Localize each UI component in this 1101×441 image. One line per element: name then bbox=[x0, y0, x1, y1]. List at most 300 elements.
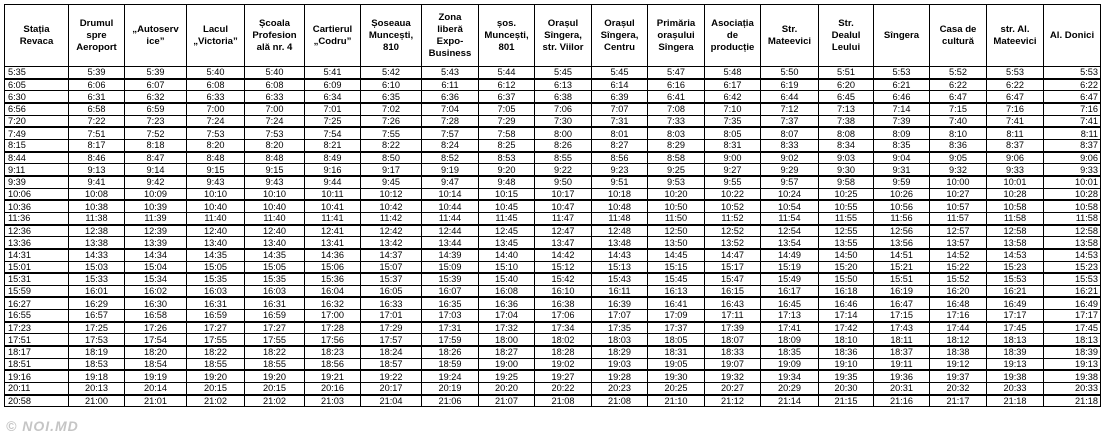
departure-time-cell: 7:28 bbox=[422, 115, 479, 127]
departure-time-cell: 17:17 bbox=[987, 310, 1044, 322]
departure-time-cell: 20:30 bbox=[819, 383, 874, 395]
departure-time-cell: 20:17 bbox=[361, 383, 422, 395]
departure-time-cell: 14:49 bbox=[761, 249, 819, 261]
departure-time-cell: 6:33 bbox=[245, 91, 305, 103]
departure-time-cell: 6:37 bbox=[479, 91, 535, 103]
departure-time-cell: 15:05 bbox=[187, 261, 245, 273]
departure-time-cell: 16:11 bbox=[592, 285, 648, 297]
departure-time-cell: 9:59 bbox=[874, 176, 930, 188]
departure-time-cell: 14:31 bbox=[5, 249, 69, 261]
departure-time-cell: 9:51 bbox=[592, 176, 648, 188]
departure-time-cell: 10:01 bbox=[1044, 176, 1101, 188]
departure-time-cell: 8:09 bbox=[874, 127, 930, 139]
departure-time-cell: 5:44 bbox=[479, 67, 535, 79]
departure-time-cell: 19:28 bbox=[592, 370, 648, 382]
departure-time-cell: 9:43 bbox=[245, 176, 305, 188]
departure-time-cell: 14:43 bbox=[592, 249, 648, 261]
departure-time-cell: 8:37 bbox=[1044, 139, 1101, 151]
departure-time-cell: 10:28 bbox=[1044, 188, 1101, 200]
departure-time-cell: 16:01 bbox=[69, 285, 125, 297]
departure-time-cell: 16:31 bbox=[187, 297, 245, 309]
departure-time-cell: 20:33 bbox=[1044, 383, 1101, 395]
departure-time-cell: 6:47 bbox=[1044, 91, 1101, 103]
departure-time-cell: 21:15 bbox=[819, 395, 874, 407]
departure-time-cell: 16:31 bbox=[245, 297, 305, 309]
departure-time-cell: 12:41 bbox=[305, 225, 361, 237]
departure-time-cell: 15:50 bbox=[819, 273, 874, 285]
departure-time-cell: 15:17 bbox=[705, 261, 761, 273]
departure-time-cell: 13:57 bbox=[930, 237, 987, 249]
departure-time-cell: 17:41 bbox=[761, 322, 819, 334]
table-row bbox=[5, 91, 1101, 103]
departure-time-cell: 20:15 bbox=[187, 383, 245, 395]
stop-header: Asociația de producție bbox=[705, 5, 761, 67]
departure-time-cell: 21:00 bbox=[69, 395, 125, 407]
departure-time-cell: 20:58 bbox=[5, 395, 69, 407]
departure-time-cell: 15:49 bbox=[761, 273, 819, 285]
departure-time-cell: 16:49 bbox=[1044, 297, 1101, 309]
departure-time-cell: 12:38 bbox=[69, 225, 125, 237]
departure-time-cell: 18:05 bbox=[648, 334, 705, 346]
departure-time-cell: 8:15 bbox=[5, 139, 69, 151]
departure-time-cell: 16:57 bbox=[69, 310, 125, 322]
departure-time-cell: 10:56 bbox=[874, 200, 930, 212]
watermark-logo: © NOI.MD bbox=[6, 418, 79, 434]
departure-time-cell: 6:59 bbox=[125, 103, 187, 115]
departure-time-cell: 18:53 bbox=[69, 358, 125, 370]
departure-time-cell: 17:11 bbox=[705, 310, 761, 322]
departure-time-cell: 15:36 bbox=[305, 273, 361, 285]
stop-header: „Autoserv ice” bbox=[125, 5, 187, 67]
departure-time-cell: 6:05 bbox=[5, 79, 69, 91]
departure-time-cell: 6:16 bbox=[648, 79, 705, 91]
departure-time-cell: 5:42 bbox=[361, 67, 422, 79]
departure-time-cell: 19:10 bbox=[819, 358, 874, 370]
table-row bbox=[5, 273, 1101, 285]
departure-time-cell: 16:39 bbox=[592, 297, 648, 309]
departure-time-cell: 8:35 bbox=[874, 139, 930, 151]
stop-header: Lacul „Victoria” bbox=[187, 5, 245, 67]
departure-time-cell: 7:24 bbox=[187, 115, 245, 127]
departure-time-cell: 9:41 bbox=[69, 176, 125, 188]
departure-time-cell: 11:48 bbox=[592, 212, 648, 224]
departure-time-cell: 17:00 bbox=[305, 310, 361, 322]
departure-time-cell: 8:58 bbox=[648, 152, 705, 164]
table-row bbox=[5, 188, 1101, 200]
departure-time-cell: 10:01 bbox=[987, 176, 1044, 188]
departure-time-cell: 13:58 bbox=[1044, 237, 1101, 249]
departure-time-cell: 21:02 bbox=[245, 395, 305, 407]
departure-time-cell: 20:25 bbox=[648, 383, 705, 395]
departure-time-cell: 9:55 bbox=[705, 176, 761, 188]
departure-time-cell: 20:19 bbox=[422, 383, 479, 395]
departure-time-cell: 21:06 bbox=[422, 395, 479, 407]
departure-time-cell: 8:47 bbox=[125, 152, 187, 164]
departure-time-cell: 18:35 bbox=[761, 346, 819, 358]
departure-time-cell: 9:48 bbox=[479, 176, 535, 188]
departure-time-cell: 13:44 bbox=[422, 237, 479, 249]
departure-time-cell: 9:27 bbox=[705, 164, 761, 176]
departure-time-cell: 17:59 bbox=[422, 334, 479, 346]
stop-header: Stația Revaca bbox=[5, 5, 69, 67]
departure-time-cell: 13:52 bbox=[705, 237, 761, 249]
departure-time-cell: 15:07 bbox=[361, 261, 422, 273]
departure-time-cell: 14:45 bbox=[648, 249, 705, 261]
table-row bbox=[5, 127, 1101, 139]
departure-time-cell: 8:48 bbox=[245, 152, 305, 164]
departure-time-cell: 11:38 bbox=[69, 212, 125, 224]
departure-time-cell: 8:03 bbox=[648, 127, 705, 139]
departure-time-cell: 18:39 bbox=[987, 346, 1044, 358]
departure-time-cell: 5:45 bbox=[592, 67, 648, 79]
departure-time-cell: 7:12 bbox=[761, 103, 819, 115]
table-row bbox=[5, 346, 1101, 358]
departure-time-cell: 9:43 bbox=[187, 176, 245, 188]
departure-time-cell: 6:41 bbox=[648, 91, 705, 103]
departure-time-cell: 7:24 bbox=[245, 115, 305, 127]
departure-time-cell: 6:14 bbox=[592, 79, 648, 91]
departure-time-cell: 5:41 bbox=[305, 67, 361, 79]
departure-time-cell: 8:08 bbox=[819, 127, 874, 139]
departure-time-cell: 6:08 bbox=[187, 79, 245, 91]
departure-time-cell: 11:55 bbox=[819, 212, 874, 224]
departure-time-cell: 10:55 bbox=[819, 200, 874, 212]
departure-time-cell: 15:35 bbox=[187, 273, 245, 285]
departure-time-cell: 12:55 bbox=[819, 225, 874, 237]
departure-time-cell: 9:00 bbox=[705, 152, 761, 164]
departure-time-cell: 7:07 bbox=[592, 103, 648, 115]
departure-time-cell: 6:31 bbox=[69, 91, 125, 103]
timetable-body bbox=[5, 67, 1101, 407]
departure-time-cell: 10:20 bbox=[648, 188, 705, 200]
departure-time-cell: 6:32 bbox=[125, 91, 187, 103]
departure-time-cell: 17:07 bbox=[592, 310, 648, 322]
departure-time-cell: 16:03 bbox=[245, 285, 305, 297]
departure-time-cell: 19:03 bbox=[592, 358, 648, 370]
departure-time-cell: 19:11 bbox=[874, 358, 930, 370]
departure-time-cell: 18:27 bbox=[479, 346, 535, 358]
departure-time-cell: 10:15 bbox=[479, 188, 535, 200]
departure-time-cell: 14:35 bbox=[245, 249, 305, 261]
departure-time-cell: 9:47 bbox=[422, 176, 479, 188]
departure-time-cell: 12:40 bbox=[187, 225, 245, 237]
departure-time-cell: 16:47 bbox=[874, 297, 930, 309]
departure-time-cell: 7:15 bbox=[930, 103, 987, 115]
departure-time-cell: 16:48 bbox=[930, 297, 987, 309]
departure-time-cell: 15:42 bbox=[535, 273, 592, 285]
departure-time-cell: 9:23 bbox=[592, 164, 648, 176]
departure-time-cell: 5:45 bbox=[535, 67, 592, 79]
departure-time-cell: 10:25 bbox=[819, 188, 874, 200]
departure-time-cell: 16:18 bbox=[819, 285, 874, 297]
departure-time-cell: 9:20 bbox=[479, 164, 535, 176]
departure-time-cell: 7:29 bbox=[479, 115, 535, 127]
departure-time-cell: 15:35 bbox=[245, 273, 305, 285]
departure-time-cell: 8:46 bbox=[69, 152, 125, 164]
stop-header: Orașul Sîngera, Centru bbox=[592, 5, 648, 67]
departure-time-cell: 15:12 bbox=[535, 261, 592, 273]
departure-time-cell: 17:06 bbox=[535, 310, 592, 322]
departure-time-cell: 14:50 bbox=[819, 249, 874, 261]
departure-time-cell: 13:45 bbox=[479, 237, 535, 249]
departure-time-cell: 20:14 bbox=[125, 383, 187, 395]
departure-time-cell: 16:19 bbox=[874, 285, 930, 297]
departure-time-cell: 6:39 bbox=[592, 91, 648, 103]
departure-time-cell: 17:51 bbox=[5, 334, 69, 346]
departure-time-cell: 17:42 bbox=[819, 322, 874, 334]
table-row bbox=[5, 285, 1101, 297]
departure-time-cell: 9:02 bbox=[761, 152, 819, 164]
departure-time-cell: 12:52 bbox=[705, 225, 761, 237]
departure-time-cell: 17:15 bbox=[874, 310, 930, 322]
departure-time-cell: 8:10 bbox=[930, 127, 987, 139]
departure-time-cell: 6:47 bbox=[930, 91, 987, 103]
departure-time-cell: 10:10 bbox=[187, 188, 245, 200]
departure-time-cell: 7:06 bbox=[535, 103, 592, 115]
departure-time-cell: 6:08 bbox=[245, 79, 305, 91]
departure-time-cell: 9:19 bbox=[422, 164, 479, 176]
departure-time-cell: 13:38 bbox=[69, 237, 125, 249]
departure-time-cell: 9:44 bbox=[305, 176, 361, 188]
departure-time-cell: 16:27 bbox=[5, 297, 69, 309]
departure-time-cell: 17:13 bbox=[761, 310, 819, 322]
departure-time-cell: 16:10 bbox=[535, 285, 592, 297]
departure-time-cell: 6:19 bbox=[761, 79, 819, 91]
departure-time-cell: 12:54 bbox=[761, 225, 819, 237]
departure-time-cell: 8:36 bbox=[930, 139, 987, 151]
departure-time-cell: 6:06 bbox=[69, 79, 125, 91]
table-row bbox=[5, 395, 1101, 407]
departure-time-cell: 7:25 bbox=[305, 115, 361, 127]
departure-time-cell: 7:53 bbox=[245, 127, 305, 139]
table-row bbox=[5, 139, 1101, 151]
departure-time-cell: 10:24 bbox=[761, 188, 819, 200]
departure-time-cell: 10:00 bbox=[930, 176, 987, 188]
departure-time-cell: 7:58 bbox=[479, 127, 535, 139]
departure-time-cell: 11:56 bbox=[874, 212, 930, 224]
header-row bbox=[5, 5, 1101, 67]
stop-header: Cartierul „Codru” bbox=[305, 5, 361, 67]
departure-time-cell: 7:57 bbox=[422, 127, 479, 139]
departure-time-cell: 17:45 bbox=[1044, 322, 1101, 334]
departure-time-cell: 9:06 bbox=[1044, 152, 1101, 164]
departure-time-cell: 7:54 bbox=[305, 127, 361, 139]
departure-time-cell: 5:39 bbox=[125, 67, 187, 79]
departure-time-cell: 17:26 bbox=[125, 322, 187, 334]
departure-time-cell: 15:40 bbox=[479, 273, 535, 285]
departure-time-cell: 10:47 bbox=[535, 200, 592, 212]
departure-time-cell: 18:51 bbox=[5, 358, 69, 370]
departure-time-cell: 11:44 bbox=[422, 212, 479, 224]
departure-time-cell: 11:45 bbox=[479, 212, 535, 224]
departure-time-cell: 15:33 bbox=[69, 273, 125, 285]
departure-time-cell: 19:24 bbox=[422, 370, 479, 382]
departure-time-cell: 6:34 bbox=[305, 91, 361, 103]
departure-time-cell: 17:16 bbox=[930, 310, 987, 322]
departure-time-cell: 17:17 bbox=[1044, 310, 1101, 322]
departure-time-cell: 7:37 bbox=[761, 115, 819, 127]
departure-time-cell: 8:48 bbox=[187, 152, 245, 164]
departure-time-cell: 9:32 bbox=[930, 164, 987, 176]
departure-time-cell: 6:42 bbox=[705, 91, 761, 103]
departure-time-cell: 18:10 bbox=[819, 334, 874, 346]
departure-time-cell: 7:49 bbox=[5, 127, 69, 139]
departure-time-cell: 10:09 bbox=[125, 188, 187, 200]
table-row bbox=[5, 152, 1101, 164]
departure-time-cell: 7:52 bbox=[125, 127, 187, 139]
stop-header: Școala Profesion ală nr. 4 bbox=[245, 5, 305, 67]
departure-time-cell: 15:01 bbox=[5, 261, 69, 273]
departure-time-cell: 10:58 bbox=[987, 200, 1044, 212]
departure-time-cell: 19:22 bbox=[361, 370, 422, 382]
departure-time-cell: 7:16 bbox=[987, 103, 1044, 115]
departure-time-cell: 6:46 bbox=[874, 91, 930, 103]
departure-time-cell: 10:41 bbox=[305, 200, 361, 212]
departure-time-cell: 18:03 bbox=[592, 334, 648, 346]
departure-time-cell: 14:51 bbox=[874, 249, 930, 261]
departure-time-cell: 15:06 bbox=[305, 261, 361, 273]
departure-time-cell: 19:16 bbox=[5, 370, 69, 382]
departure-time-cell: 19:13 bbox=[1044, 358, 1101, 370]
departure-time-cell: 15:23 bbox=[1044, 261, 1101, 273]
departure-time-cell: 18:55 bbox=[187, 358, 245, 370]
departure-time-cell: 18:54 bbox=[125, 358, 187, 370]
departure-time-cell: 18:33 bbox=[705, 346, 761, 358]
departure-time-cell: 10:45 bbox=[479, 200, 535, 212]
departure-time-cell: 20:13 bbox=[69, 383, 125, 395]
departure-time-cell: 8:52 bbox=[422, 152, 479, 164]
departure-time-cell: 10:12 bbox=[361, 188, 422, 200]
departure-time-cell: 17:57 bbox=[361, 334, 422, 346]
departure-time-cell: 20:22 bbox=[535, 383, 592, 395]
table-row bbox=[5, 297, 1101, 309]
departure-time-cell: 12:45 bbox=[479, 225, 535, 237]
departure-time-cell: 10:44 bbox=[422, 200, 479, 212]
departure-time-cell: 8:34 bbox=[819, 139, 874, 151]
departure-time-cell: 16:59 bbox=[187, 310, 245, 322]
timetable-container bbox=[4, 4, 1098, 407]
departure-time-cell: 17:54 bbox=[125, 334, 187, 346]
stop-header: Casa de cultură bbox=[930, 5, 987, 67]
departure-time-cell: 5:50 bbox=[761, 67, 819, 79]
departure-time-cell: 5:48 bbox=[705, 67, 761, 79]
departure-time-cell: 15:03 bbox=[69, 261, 125, 273]
stop-header: Drumul spre Aeroport bbox=[69, 5, 125, 67]
departure-time-cell: 9:30 bbox=[819, 164, 874, 176]
table-row bbox=[5, 310, 1101, 322]
departure-time-cell: 18:55 bbox=[245, 358, 305, 370]
table-row bbox=[5, 103, 1101, 115]
departure-time-cell: 17:55 bbox=[245, 334, 305, 346]
departure-time-cell: 14:36 bbox=[305, 249, 361, 261]
departure-time-cell: 8:00 bbox=[535, 127, 592, 139]
departure-time-cell: 15:10 bbox=[479, 261, 535, 273]
departure-time-cell: 11:58 bbox=[1044, 212, 1101, 224]
table-row bbox=[5, 334, 1101, 346]
departure-time-cell: 6:22 bbox=[1044, 79, 1101, 91]
departure-time-cell: 11:47 bbox=[535, 212, 592, 224]
departure-time-cell: 8:18 bbox=[125, 139, 187, 151]
departure-time-cell: 15:09 bbox=[422, 261, 479, 273]
departure-time-cell: 18:07 bbox=[705, 334, 761, 346]
departure-time-cell: 10:58 bbox=[1044, 200, 1101, 212]
departure-time-cell: 9:14 bbox=[125, 164, 187, 176]
stop-header: Str. Mateevici bbox=[761, 5, 819, 67]
departure-time-cell: 15:05 bbox=[245, 261, 305, 273]
table-row bbox=[5, 164, 1101, 176]
departure-time-cell: 19:38 bbox=[987, 370, 1044, 382]
departure-time-cell: 5:53 bbox=[987, 67, 1044, 79]
departure-time-cell: 10:27 bbox=[930, 188, 987, 200]
departure-time-cell: 17:03 bbox=[422, 310, 479, 322]
departure-time-cell: 11:39 bbox=[125, 212, 187, 224]
departure-time-cell: 7:01 bbox=[305, 103, 361, 115]
departure-time-cell: 7:08 bbox=[648, 103, 705, 115]
departure-time-cell: 10:57 bbox=[930, 200, 987, 212]
departure-time-cell: 15:34 bbox=[125, 273, 187, 285]
departure-time-cell: 19:27 bbox=[535, 370, 592, 382]
departure-time-cell: 7:22 bbox=[69, 115, 125, 127]
departure-time-cell: 18:59 bbox=[422, 358, 479, 370]
departure-time-cell: 8:05 bbox=[705, 127, 761, 139]
departure-time-cell: 6:44 bbox=[761, 91, 819, 103]
departure-time-cell: 5:40 bbox=[245, 67, 305, 79]
departure-time-cell: 12:36 bbox=[5, 225, 69, 237]
departure-time-cell: 9:42 bbox=[125, 176, 187, 188]
departure-time-cell: 18:22 bbox=[245, 346, 305, 358]
departure-time-cell: 8:53 bbox=[479, 152, 535, 164]
departure-time-cell: 21:08 bbox=[535, 395, 592, 407]
departure-time-cell: 15:59 bbox=[5, 285, 69, 297]
departure-time-cell: 12:57 bbox=[930, 225, 987, 237]
departure-time-cell: 5:52 bbox=[930, 67, 987, 79]
departure-time-cell: 8:31 bbox=[705, 139, 761, 151]
departure-time-cell: 21:04 bbox=[361, 395, 422, 407]
departure-time-cell: 9:11 bbox=[5, 164, 69, 176]
table-row bbox=[5, 176, 1101, 188]
departure-time-cell: 18:13 bbox=[1044, 334, 1101, 346]
departure-time-cell: 12:58 bbox=[987, 225, 1044, 237]
departure-time-cell: 16:38 bbox=[535, 297, 592, 309]
departure-time-cell: 16:45 bbox=[761, 297, 819, 309]
stop-header: Șoseaua Muncești, 810 bbox=[361, 5, 422, 67]
departure-time-cell: 17:04 bbox=[479, 310, 535, 322]
departure-time-cell: 18:13 bbox=[987, 334, 1044, 346]
departure-time-cell: 11:57 bbox=[930, 212, 987, 224]
departure-time-cell: 5:47 bbox=[648, 67, 705, 79]
departure-time-cell: 15:15 bbox=[648, 261, 705, 273]
departure-time-cell: 21:14 bbox=[761, 395, 819, 407]
departure-time-cell: 10:28 bbox=[987, 188, 1044, 200]
departure-time-cell: 9:03 bbox=[819, 152, 874, 164]
departure-time-cell: 8:33 bbox=[761, 139, 819, 151]
departure-time-cell: 5:53 bbox=[1044, 67, 1101, 79]
departure-time-cell: 17:01 bbox=[361, 310, 422, 322]
departure-time-cell: 19:07 bbox=[705, 358, 761, 370]
departure-time-cell: 16:13 bbox=[648, 285, 705, 297]
departure-time-cell: 6:13 bbox=[535, 79, 592, 91]
departure-time-cell: 5:35 bbox=[5, 67, 69, 79]
departure-time-cell: 5:51 bbox=[819, 67, 874, 79]
departure-time-cell: 9:13 bbox=[69, 164, 125, 176]
departure-time-cell: 17:56 bbox=[305, 334, 361, 346]
departure-time-cell: 20:32 bbox=[930, 383, 987, 395]
departure-time-cell: 9:17 bbox=[361, 164, 422, 176]
table-row bbox=[5, 237, 1101, 249]
departure-time-cell: 7:30 bbox=[535, 115, 592, 127]
departure-time-cell: 16:21 bbox=[987, 285, 1044, 297]
departure-time-cell: 15:47 bbox=[705, 273, 761, 285]
